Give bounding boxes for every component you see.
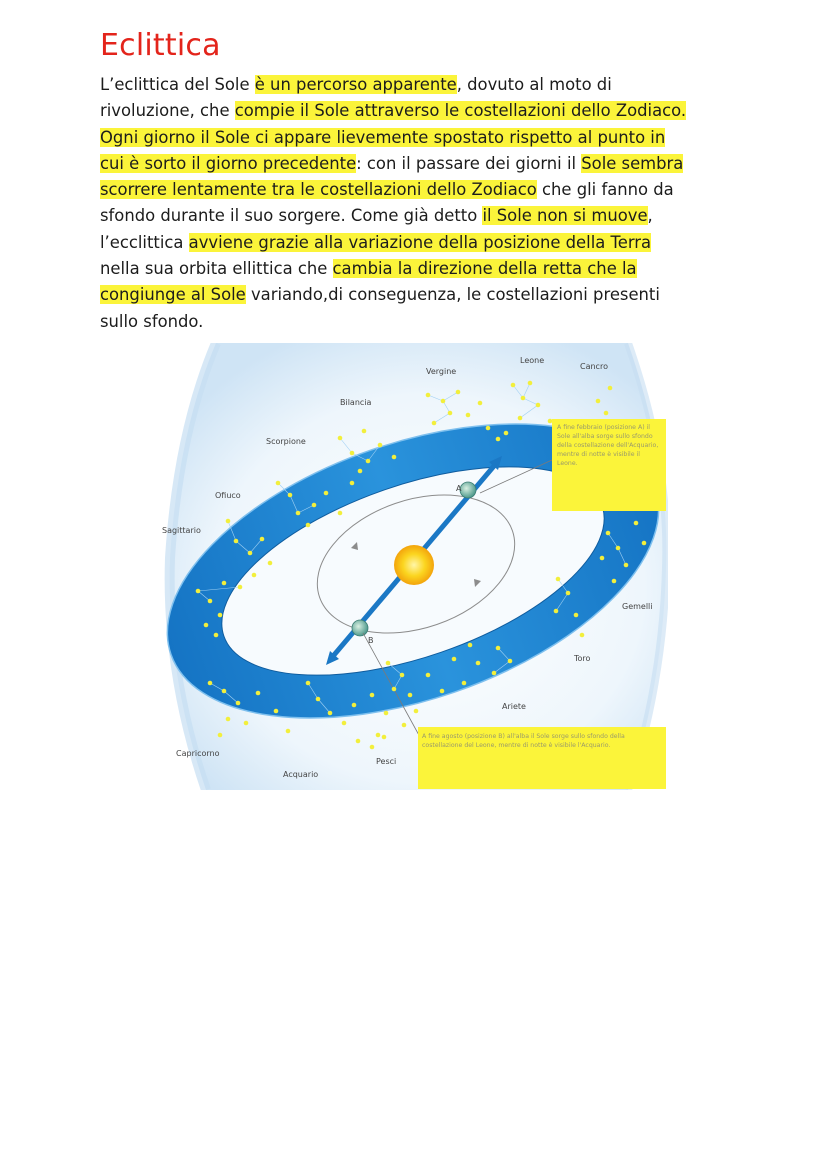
star-dot — [338, 436, 343, 441]
star-dot — [362, 429, 367, 434]
star-dot — [244, 721, 249, 726]
star-dot — [256, 691, 261, 696]
star-dot — [566, 591, 571, 596]
star-dot — [312, 503, 317, 508]
star-dot — [468, 643, 473, 648]
star-dot — [440, 689, 445, 694]
star-dot — [476, 661, 481, 666]
star-dot — [352, 703, 357, 708]
star-dot — [208, 599, 213, 604]
label-sagittario: Sagittario — [162, 526, 201, 535]
paragraph-line — [100, 177, 740, 203]
star-dot — [511, 383, 516, 388]
star-dot — [288, 493, 293, 498]
star-dot — [366, 459, 371, 464]
highlighted-text: cui è sorto il giorno precedente — [100, 153, 357, 173]
star-dot — [276, 481, 281, 486]
star-dot — [234, 539, 239, 544]
star-dot — [356, 739, 361, 744]
star-dot — [492, 671, 497, 676]
label-position-a: A — [456, 484, 462, 493]
text-segment: sullo sfondo. — [100, 311, 204, 331]
star-dot — [414, 709, 419, 714]
text-segment: che gli fanno da — [536, 180, 674, 200]
star-dot — [426, 393, 431, 398]
ecliptic-svg — [158, 343, 668, 790]
text-segment: variando,di conseguenza, le costellazioni presenti — [245, 285, 660, 305]
star-dot — [226, 717, 231, 722]
label-leone: Leone — [520, 356, 545, 365]
star-dot — [384, 711, 389, 716]
star-dot — [426, 673, 431, 678]
star-dot — [350, 451, 355, 456]
star-dot — [634, 521, 639, 526]
star-dot — [306, 681, 311, 686]
label-bilancia: Bilancia — [340, 398, 372, 407]
star-dot — [452, 657, 457, 662]
highlighted-text: compie il Sole attraverso le costellazioni dello Zodiaco. — [234, 101, 687, 121]
star-dot — [222, 581, 227, 586]
star-dot — [616, 546, 621, 551]
highlighted-text: il Sole non si muove — [482, 206, 648, 226]
paragraph-line — [100, 151, 740, 177]
star-dot — [441, 399, 446, 404]
star-dot — [222, 689, 227, 694]
star-dot — [274, 709, 279, 714]
star-dot — [596, 399, 601, 404]
highlighted-text: Ogni giorno il Sole ci appare lievemente spostato rispetto al punto in — [100, 127, 666, 147]
star-dot — [496, 646, 501, 651]
star-dot — [328, 711, 333, 716]
star-dot — [642, 541, 647, 546]
star-dot — [218, 733, 223, 738]
label-cancro: Cancro — [580, 362, 608, 371]
paragraph-line — [100, 282, 740, 308]
paragraph-line — [100, 256, 740, 282]
star-dot — [462, 681, 467, 686]
text-segment: nella sua orbita ellittica che — [100, 259, 333, 279]
star-dot — [528, 381, 533, 386]
text-segment: , dovuto al moto di — [456, 75, 612, 94]
star-dot — [466, 413, 471, 418]
star-dot — [608, 386, 613, 391]
note-b-line-1: A fine agosto (posizione B) all'alba il Sole sorge sullo sfondo della — [422, 733, 625, 740]
star-dot — [496, 437, 501, 442]
paragraph-line — [100, 125, 740, 151]
star-dot — [402, 723, 407, 728]
star-dot — [268, 561, 273, 566]
label-position-b: B — [368, 636, 374, 645]
star-dot — [324, 491, 329, 496]
note-a-line-3: della costellazione dell'Acquario, — [557, 442, 659, 449]
star-dot — [556, 577, 561, 582]
note-b-line-2: costellazione del Leone, mentre di notte è visibile l'Acquario. — [422, 742, 611, 749]
star-dot — [376, 733, 381, 738]
star-dot — [226, 519, 231, 524]
star-dot — [392, 455, 397, 460]
star-dot — [350, 481, 355, 486]
note-a-line-2: Sole all'alba sorge sullo sfondo — [557, 433, 653, 440]
star-dot — [574, 613, 579, 618]
sun-icon — [394, 545, 434, 585]
star-dot — [504, 431, 509, 436]
star-dot — [580, 633, 585, 638]
star-dot — [338, 511, 343, 516]
star-dot — [218, 613, 223, 618]
star-dot — [548, 419, 553, 424]
text-segment: rivoluzione, che — [100, 101, 235, 121]
star-dot — [214, 633, 219, 638]
note-a-line-4: mentre di notte è visibile il — [557, 451, 640, 458]
text-segment: , — [647, 206, 653, 226]
note-position-b — [418, 727, 666, 789]
star-dot — [252, 573, 257, 578]
highlighted-text: è un percorso apparente — [254, 75, 457, 94]
star-dot — [238, 585, 243, 590]
star-dot — [408, 693, 413, 698]
paragraph-line — [100, 72, 740, 98]
star-dot — [386, 661, 391, 666]
note-a-line-1: A fine febbraio (posizione A) il — [557, 424, 651, 431]
label-acquario: Acquario — [283, 770, 319, 779]
note-position-a — [552, 419, 666, 511]
star-dot — [600, 556, 605, 561]
label-gemelli: Gemelli — [622, 602, 653, 611]
label-pesci: Pesci — [376, 757, 397, 766]
highlighted-text: congiunge al Sole — [100, 285, 246, 305]
star-dot — [392, 687, 397, 692]
star-dot — [554, 609, 559, 614]
page-title: Eclittica — [100, 28, 221, 63]
star-dot — [606, 531, 611, 536]
star-dot — [342, 721, 347, 726]
label-scorpione: Scorpione — [266, 437, 306, 446]
star-dot — [448, 411, 453, 416]
ecliptic-diagram — [158, 343, 668, 790]
star-dot — [378, 443, 383, 448]
star-dot — [536, 403, 541, 408]
label-vergine: Vergine — [426, 367, 457, 376]
paragraph-line — [100, 309, 740, 335]
star-dot — [260, 537, 265, 542]
star-dot — [400, 673, 405, 678]
star-dot — [456, 390, 461, 395]
star-dot — [478, 401, 483, 406]
label-ofiuco: Ofiuco — [215, 491, 241, 500]
star-dot — [286, 729, 291, 734]
highlighted-text: scorrere lentamente tra le costellazioni dello Zodiaco — [100, 180, 537, 200]
note-a-line-5: Leone. — [557, 460, 578, 467]
text-segment: sfondo durante il suo sorgere. Come già detto — [100, 206, 483, 226]
star-dot — [306, 523, 311, 528]
star-dot — [370, 745, 375, 750]
star-dot — [518, 416, 523, 421]
star-dot — [612, 579, 617, 584]
star-dot — [316, 697, 321, 702]
highlighted-text: cambia la direzione della retta che la — [332, 259, 637, 279]
star-dot — [204, 623, 209, 628]
text-segment: : con il passare dei giorni il — [356, 153, 582, 173]
text-segment: l’ecclittica — [100, 232, 189, 252]
star-dot — [508, 659, 513, 664]
highlighted-text: Sole sembra — [581, 153, 684, 173]
star-dot — [624, 563, 629, 568]
star-dot — [521, 396, 526, 401]
paragraph-line — [100, 98, 740, 124]
star-dot — [196, 589, 201, 594]
star-dot — [486, 426, 491, 431]
highlighted-text: avviene grazie alla variazione della posizione della Terra — [188, 232, 652, 252]
label-toro: Toro — [574, 654, 591, 663]
star-dot — [296, 511, 301, 516]
star-dot — [370, 693, 375, 698]
text-segment: L’eclittica del Sole — [100, 75, 255, 94]
star-dot — [382, 735, 387, 740]
label-ariete: Ariete — [502, 702, 526, 711]
star-dot — [358, 469, 363, 474]
paragraph-line — [100, 230, 740, 256]
label-capricorno: Capricorno — [176, 749, 220, 758]
star-dot — [432, 421, 437, 426]
body-paragraph — [100, 72, 740, 335]
star-dot — [236, 701, 241, 706]
star-dot — [208, 681, 213, 686]
earth-position-a-icon — [460, 482, 476, 498]
paragraph-line — [100, 203, 740, 229]
earth-position-b-icon — [352, 620, 368, 636]
star-dot — [604, 411, 609, 416]
star-dot — [248, 551, 253, 556]
